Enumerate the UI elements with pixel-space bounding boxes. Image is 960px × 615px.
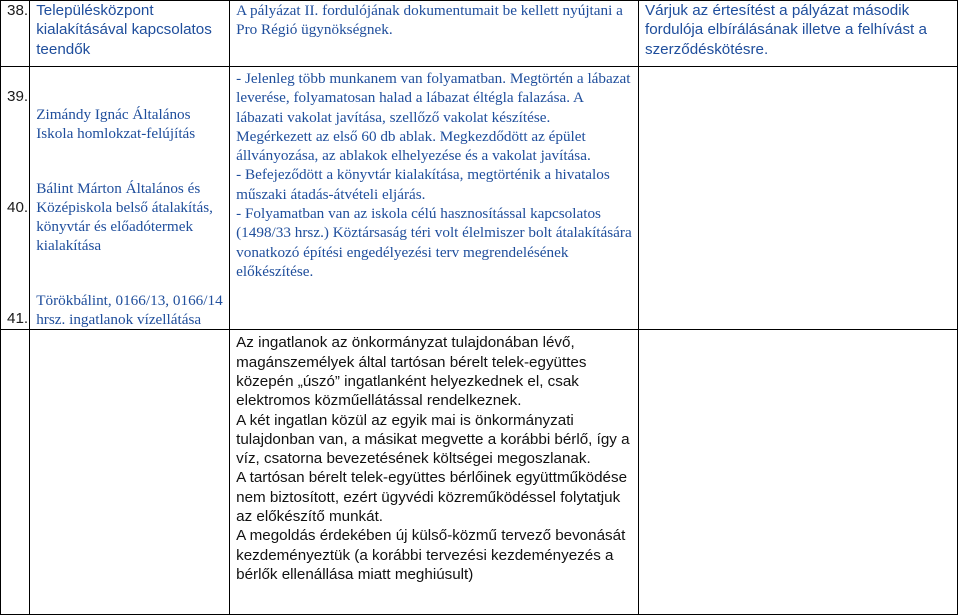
project-note: Várjuk az értesítést a pályázat második fordulója elbírálásának illetve a felhívást a szerződéskötésre. [638, 1, 957, 67]
project-name: Településközpont kialakításával kapcsolatos teendők [30, 1, 230, 67]
row-number-39: 39. [7, 88, 29, 105]
description-paragraph-4: A megoldás érdekében új külső-közmű tervező bevonását kezdeményeztük (a korábbi tervezési kezdeményezés a bérlők ellenállása miatt meghiúsult) [236, 527, 626, 583]
empty-cell [1, 330, 30, 615]
table-row-39-41 [1, 67, 958, 330]
project-name-39: Zimándy Ignác Általános Iskola homlokzat-felújítás [36, 106, 196, 143]
description-paragraph-1: Az ingatlanok az önkormányzat tulajdonában lévő, magánszemélyek által tartósan bérelt telek-együttes közepén „úszó” ingatlanként helyezkednek el, csak elektromos közműellátással rendelkeznek. [236, 334, 587, 410]
description-part-b: Megérkezett az első 60 db ablak. Megkezdődött az épület állványozása, az ablakok elhelyezése és a vakolat javítása. [236, 127, 591, 165]
empty-cell [638, 330, 957, 615]
row-number-40: 40. [7, 199, 29, 217]
empty-cell [30, 330, 230, 615]
project-description: A pályázat II. fordulójának dokumentumait be kellett nyújtani a Pro Régió ügynökségnek. [230, 1, 639, 67]
project-name-40: Bálint Márton Általános és Középiskola belső átalakítás, könyvtár és előadótermek kialakítása [36, 179, 213, 255]
project-note [638, 67, 957, 330]
description-paragraph-2: A két ingatlan közül az egyik mai is önkormányzati tulajdonban van, a másikat megvette a korábbi bérlő, így a víz, csatorna bevezetésének költségei megoszlanak. [236, 411, 630, 468]
row-number: 38. [1, 1, 30, 67]
description-part-c: - Befejeződött a könyvtár kialakítása, megtörténik a hivatalos műszaki átadás-átvételi eljárás. [236, 166, 610, 203]
project-name-41: Törökbálint, 0166/13, 0166/14 hrsz. ingatlanok vízellátása [36, 291, 223, 329]
project-description-cell [230, 67, 639, 330]
description-part-a: - Jelenleg több munkanem van folyamatban. Megtörtén a lábazat leverése, folyamatosan halad a lábazat éltégla falazása. A lábazati vakolat javítása, szellőző vakolat készítése. [236, 70, 631, 126]
project-names-cell [30, 67, 230, 330]
table-row-41-detail [1, 330, 958, 615]
table-row-38 [1, 1, 958, 67]
row-number-41: 41. [7, 309, 29, 327]
description-paragraph-3: A tartósan bérelt telek-együttes bérlőinek együttműködése nem biztosított, ezért ügyvédi közreműködéssel folytatjuk az előkészítő munkát. [236, 469, 628, 526]
row-numbers-cell [1, 67, 30, 330]
project-description-cell [230, 330, 639, 615]
description-part-d: - Folyamatban van az iskola célú hasznosítással kapcsolatos (1498/33 hrsz.) Köztársaság téri volt élelmiszer bolt átalakítására vonatkozó építési engedélyezési terv megrendelésének előkészítése. [236, 205, 632, 280]
